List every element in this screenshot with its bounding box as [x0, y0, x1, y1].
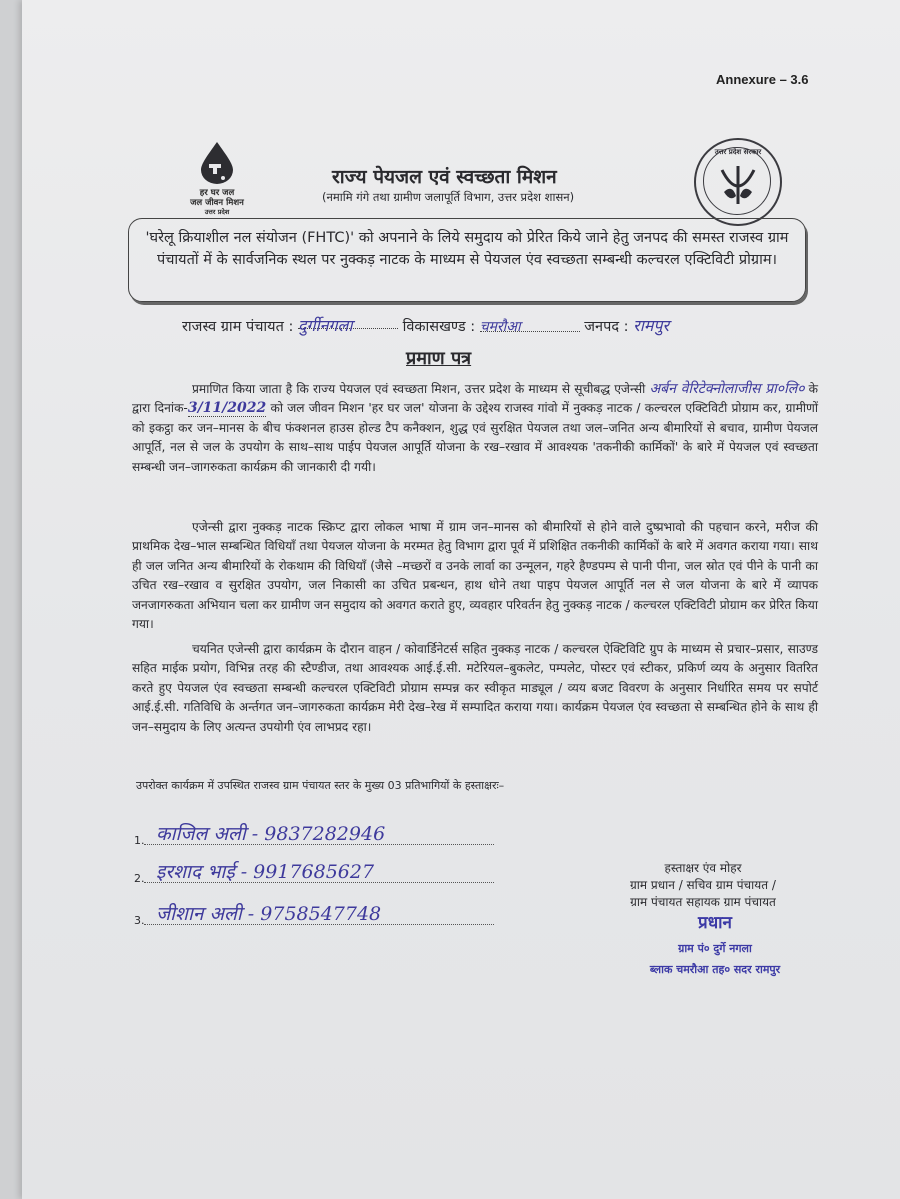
up-government-emblem-icon: [694, 138, 782, 226]
district-value: रामपुर: [633, 316, 670, 335]
emblem-text: उत्तर प्रदेश सरकार: [714, 148, 762, 156]
pradhan-stamp: [610, 910, 820, 977]
signatures-intro: उपरोक्त कार्यक्रम में उपस्थित राजस्व ग्राम पंचायत स्तर के मुख्य 03 प्रतिभागियों के हस्ताक्षरः–: [136, 779, 505, 792]
p1-part2: के द्वारा दिनांक-: [132, 382, 819, 416]
paragraph-2: [132, 518, 818, 634]
program-title: 'घरेलू क्रियाशील नल संयोजन (FHTC)' को अपनाने के लिये समुदाय को प्रेरित किये जाने हेतु जनपद की समस्त राजस्व ग्राम पंचायतों में के सार्वजनिक स्थल पर नुक्कड़ नाटक के माध्यम से पेयजल एंव स्वच्छता सम्बन्धी कल्चरल एक्टिविटी प्रोग्राम।: [145, 230, 789, 268]
panchayat-field: [297, 314, 398, 335]
stamp-line-2: ग्राम पं० दुर्गे नगला: [678, 942, 752, 955]
p2-text: एजेन्सी द्वारा नुक्कड़ नाटक स्क्रिप्ट द्वारा लोकल भाषा में ग्राम जन–मानस को बीमारियों से होने वाले दुष्प्रभावो की पहचान करने, मरीज की प्राथमिक देख–भाल सम्बन्धित विधियाँ तथा पेयजल योजना के मरम्मत हेतु विभाग द्वारा पूर्व में प्रशिक्षित तकनीकी कार्मिकों के बारे में अवगत कराया गया। साथ ही जल जनित अन्य बीमारियों के रोकथाम की विधियाँ (जैसे –मच्छरों व उनके लार्वा का उन्मूलन, गहरे हैण्डपम्प से पानी पीना, जल स्रोत एवं पीने के पानी का उचित रख–रखाव व सुरक्षित उपयोग, जल निकासी का उचित प्रबन्धन, हाथ धोने तथा पाइप पेयजल आपूर्ति नल से जल योजना के बारे में व्यापक जनजागरुकता अभियान चला कर ग्रामीण जन समुदाय को अवगत कराते हुए, व्यवहार परिवर्तन हेतु नुक्कड़ नाटक / कल्चरल एक्टिविटी प्रोग्राम कर प्रेरित किया गया।: [132, 520, 818, 632]
program-title-box: [128, 218, 806, 302]
jal-jeevan-mission-logo: [172, 140, 262, 216]
signature-line-1: [134, 820, 504, 850]
date-handwritten: 3/11/2022: [187, 400, 267, 417]
signature-handwriting: जीशान अली - 9758547748: [156, 903, 382, 925]
district-label: जनपद :: [584, 319, 629, 335]
p1-part1: प्रमाणित किया जाता है कि राज्य पेयजल एवं स्वच्छता मिशन, उत्तर प्रदेश के माध्यम से सूचीबद्ध एजेन्सी: [192, 382, 646, 396]
stamp-line-1: प्रधान: [698, 913, 732, 933]
signature-number: 3.: [134, 914, 145, 927]
signature-line-2: [134, 858, 504, 888]
authority-line-3: ग्राम पंचायत सहायक ग्राम पंचायत: [630, 895, 776, 909]
signature-handwriting: इरशाद भाई - 9917685627: [156, 861, 375, 883]
location-row: [182, 314, 669, 336]
certificate-title: प्रमाण पत्र: [406, 348, 472, 369]
signature-number: 2.: [134, 872, 145, 885]
document-sheet: [22, 0, 900, 1199]
water-drop-icon: [197, 140, 237, 184]
authority-line-2: ग्राम प्रधान / सचिव ग्राम पंचायत /: [630, 878, 776, 892]
logo-caption-1: हर घर जल: [199, 188, 235, 198]
paragraph-1: [132, 380, 818, 477]
signature-handwriting: काजिल अली - 9837282946: [156, 823, 386, 845]
annexure-label: Annexure – 3.6: [716, 72, 809, 87]
signature-number: 1.: [134, 834, 145, 847]
mission-title: राज्य पेयजल एवं स्वच्छता मिशन: [332, 166, 557, 188]
logo-caption-3: उत्तर प्रदेश: [204, 208, 230, 216]
p3-text: चयनित एजेन्सी द्वारा कार्यक्रम के दौरान वाहन / कोवार्डिनेटर्स सहित नुक्कड़ नाटक / कल्चरल ऐक्टिविटि ग्रुप के माध्यम से प्रचार–प्रसार, साउण्ड सहित माईक प्रयोग, विभिन्न तरह की स्टैण्डीज, तथा आवश्यक आई.ई.सी. मटेरियल–बुकलेट, पम्पलेट, पोस्टर एवं स्टीकर, प्रकिर्ण व्यय के अनुसार वितरित करते हुए पेयजल एंव स्वच्छता सम्बन्धी कल्चरल एक्टिविटी प्रोग्राम सम्पन्न कर स्वीकृत माड्यूल / व्यय बजट विवरण के अनुसार निर्धारित समय पर सपोर्ट आई.ई.सी. गतिविधि के अर्न्तगत जन–जागरुकता कार्यक्रम मेरी देख–रेख में सम्पादित कराया गया। कार्यक्रम पेयजल एंव स्वच्छता से सम्बन्धित होने के साथ ही जन–समुदाय के लिए अत्यन्त उपयोगी एंव लाभप्रद रहा।: [132, 642, 818, 734]
panchayat-label: राजस्व ग्राम पंचायत :: [182, 319, 294, 335]
authority-block: [598, 860, 808, 911]
logo-caption-2: जल जीवन मिशन: [190, 198, 244, 208]
p1-part3: को जल जीवन मिशन 'हर घर जल' योजना के उद्देश्य राजस्व गांवो में नुक्कड़ नाटक / कल्चरल एक्टिविटी प्रोग्राम कर, ग्रामीणों को इकट्ठा कर जन–मानस के बीच फंक्शनल हाउस होल्ड टैप कनैक्शन, शुद्ध एवं सुरक्षित पेयजल तथा जल–जनित अन्य बीमारियों से बचाव, ग्रामीण पेयजल आपूर्ति, नल से जल के उपयोग के साथ–साथ पाईप पेयजल आपूर्ति योजना के रख–रखाव में आवश्यक 'तकनीकी कार्मिकों' के बारे में पेयजल एवं स्वच्छता सम्बन्धी जन–जागरुकता कार्यक्रम की जानकारी दी गयी।: [132, 401, 818, 474]
panchayat-value: दुर्गीनगला: [297, 316, 353, 335]
paragraph-3: [132, 640, 818, 737]
authority-line-1: हस्ताक्षर एंव मोहर: [664, 861, 742, 875]
block-label: विकासखण्ड :: [402, 319, 476, 335]
mission-subtitle: (नमामि गंगे तथा ग्रामीण जलापूर्ति विभाग, उत्तर प्रदेश शासन): [322, 190, 575, 204]
block-value: चमरौआ: [479, 319, 521, 335]
stamp-line-3: ब्लाक चमरौआ तह० सदर रामपुर: [649, 963, 781, 976]
signature-line-3: [134, 900, 504, 930]
bow-fish-icon: [716, 162, 760, 208]
agency-name-handwritten: अर्बन वेरिटेक्नोलाजीस प्रा०लि०: [649, 381, 805, 397]
block-field: [479, 317, 580, 335]
